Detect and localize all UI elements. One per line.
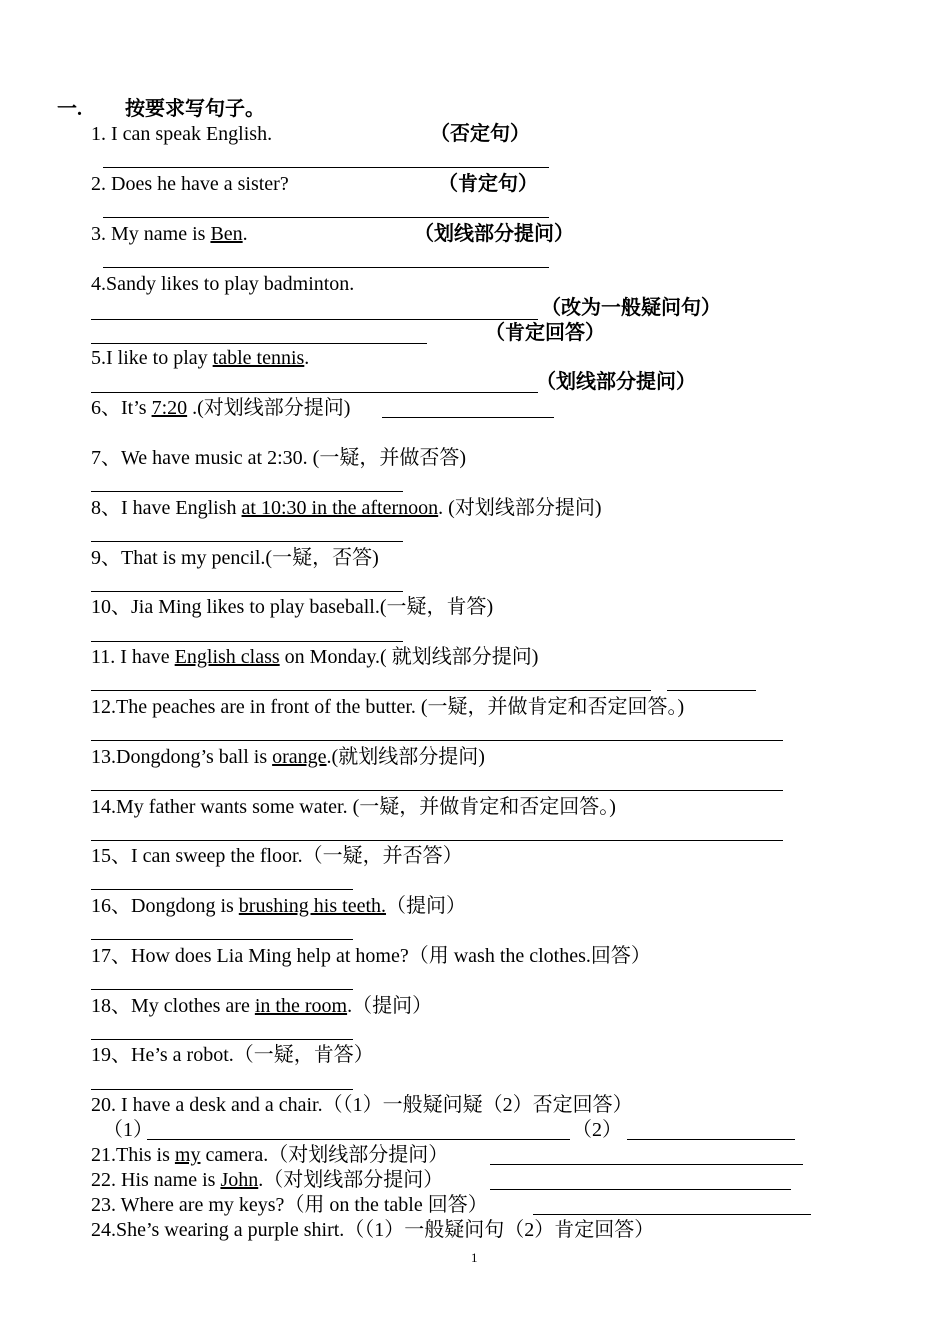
answer-line-14 bbox=[91, 840, 783, 841]
answer-line-20a bbox=[147, 1139, 570, 1140]
answer-line-20b bbox=[627, 1139, 795, 1140]
question-5: 5.I like to play table tennis. bbox=[91, 347, 310, 369]
question-1-requirement: （否定句） bbox=[430, 123, 530, 145]
page-number: 1 bbox=[471, 1250, 478, 1265]
question-17: 17、How does Lia Ming help at home?（用 wash the clothes.回答） bbox=[91, 945, 651, 967]
question-23: 23. Where are my keys?（用 on the table 回答） bbox=[91, 1194, 488, 1216]
question-18: 18、My clothes are in the room.（提问） bbox=[91, 995, 433, 1017]
underlined-word: orange bbox=[272, 746, 327, 768]
underlined-word: table tennis bbox=[212, 347, 305, 369]
question-22: 22. His name is John.（对划线部分提问） bbox=[91, 1169, 444, 1191]
question-12: 12.The peaches are in front of the butter. (一疑，并做肯定和否定回答。) bbox=[91, 696, 685, 718]
answer-line-3 bbox=[103, 267, 549, 268]
underlined-phrase: in the room bbox=[254, 995, 348, 1017]
underlined-word: my bbox=[174, 1144, 201, 1166]
question-21: 21.This is my camera.（对划线部分提问） bbox=[91, 1144, 449, 1166]
answer-line-13 bbox=[91, 790, 783, 791]
question-20: 20. I have a desk and a chair.（（1）一般疑问疑（2）否定回答） bbox=[91, 1094, 633, 1116]
answer-line-11a bbox=[91, 690, 651, 691]
question-1: 1. I can speak English. bbox=[91, 123, 273, 145]
question-4-requirement-1: （改为一般疑问句） bbox=[541, 297, 721, 319]
answer-line-12 bbox=[91, 740, 783, 741]
answer-line-5 bbox=[91, 392, 538, 393]
underlined-word: 7:20 bbox=[151, 397, 188, 419]
underlined-phrase: brushing his teeth. bbox=[238, 895, 387, 917]
answer-line-15 bbox=[91, 889, 353, 890]
question-13: 13.Dongdong’s ball is orange.(就划线部分提问) bbox=[91, 746, 485, 768]
question-2: 2. Does he have a sister? bbox=[91, 173, 289, 195]
question-4: 4.Sandy likes to play badminton. bbox=[91, 273, 355, 295]
question-9: 9、That is my pencil.(一疑，否答) bbox=[91, 547, 379, 569]
question-16: 16、Dongdong is brushing his teeth.（提问） bbox=[91, 895, 467, 917]
answer-line-8 bbox=[91, 541, 403, 542]
section-title: 按要求写句子。 bbox=[125, 98, 265, 120]
underlined-phrase: English class bbox=[174, 646, 280, 668]
answer-line-6 bbox=[382, 417, 554, 418]
answer-line-18 bbox=[91, 1039, 353, 1040]
question-6: 6、It’s 7:20 .(对划线部分提问) bbox=[91, 397, 351, 419]
answer-line-23 bbox=[533, 1214, 811, 1215]
answer-line-17 bbox=[91, 989, 353, 990]
answer-line-19 bbox=[91, 1089, 353, 1090]
question-14: 14.My father wants some water. (一疑，并做肯定和否定回答。) bbox=[91, 796, 616, 818]
answer-line-4a bbox=[91, 319, 538, 320]
underlined-phrase: at 10:30 in the afternoon bbox=[241, 497, 439, 519]
answer-line-7 bbox=[91, 491, 403, 492]
question-4-requirement-2: （肯定回答） bbox=[485, 322, 605, 344]
question-2-requirement: （肯定句） bbox=[438, 173, 538, 195]
answer-line-10 bbox=[91, 641, 403, 642]
answer-line-1 bbox=[103, 167, 549, 168]
underlined-word: John bbox=[220, 1169, 259, 1191]
answer-line-4b bbox=[91, 343, 427, 344]
answer-line-21 bbox=[490, 1164, 803, 1165]
question-15: 15、I can sweep the floor.（一疑，并否答） bbox=[91, 845, 463, 867]
underlined-word: Ben bbox=[210, 223, 243, 245]
answer-line-22 bbox=[490, 1189, 791, 1190]
question-24: 24.She’s wearing a purple shirt.（（1）一般疑问句（2）肯定回答） bbox=[91, 1219, 655, 1241]
question-5-requirement: （划线部分提问） bbox=[536, 371, 696, 393]
question-8: 8、I have English at 10:30 in the afternoon. (对划线部分提问) bbox=[91, 497, 602, 519]
question-20-part-1-label: （1） bbox=[103, 1119, 153, 1141]
question-11: 11. I have English class on Monday.( 就划线部分提问) bbox=[91, 646, 539, 668]
answer-line-9 bbox=[91, 591, 403, 592]
answer-line-11b bbox=[667, 690, 756, 691]
answer-line-16 bbox=[91, 939, 353, 940]
question-3: 3. My name is Ben. bbox=[91, 223, 248, 245]
question-10: 10、Jia Ming likes to play baseball.(一疑，肯答) bbox=[91, 596, 494, 618]
question-19: 19、He’s a robot.（一疑，肯答） bbox=[91, 1044, 374, 1066]
question-3-requirement: （划线部分提问） bbox=[414, 223, 574, 245]
question-20-part-2-label: （2） bbox=[572, 1119, 622, 1141]
answer-line-2 bbox=[103, 217, 549, 218]
question-7: 7、We have music at 2:30. (一疑，并做否答) bbox=[91, 447, 466, 469]
section-number: 一. bbox=[57, 98, 82, 120]
